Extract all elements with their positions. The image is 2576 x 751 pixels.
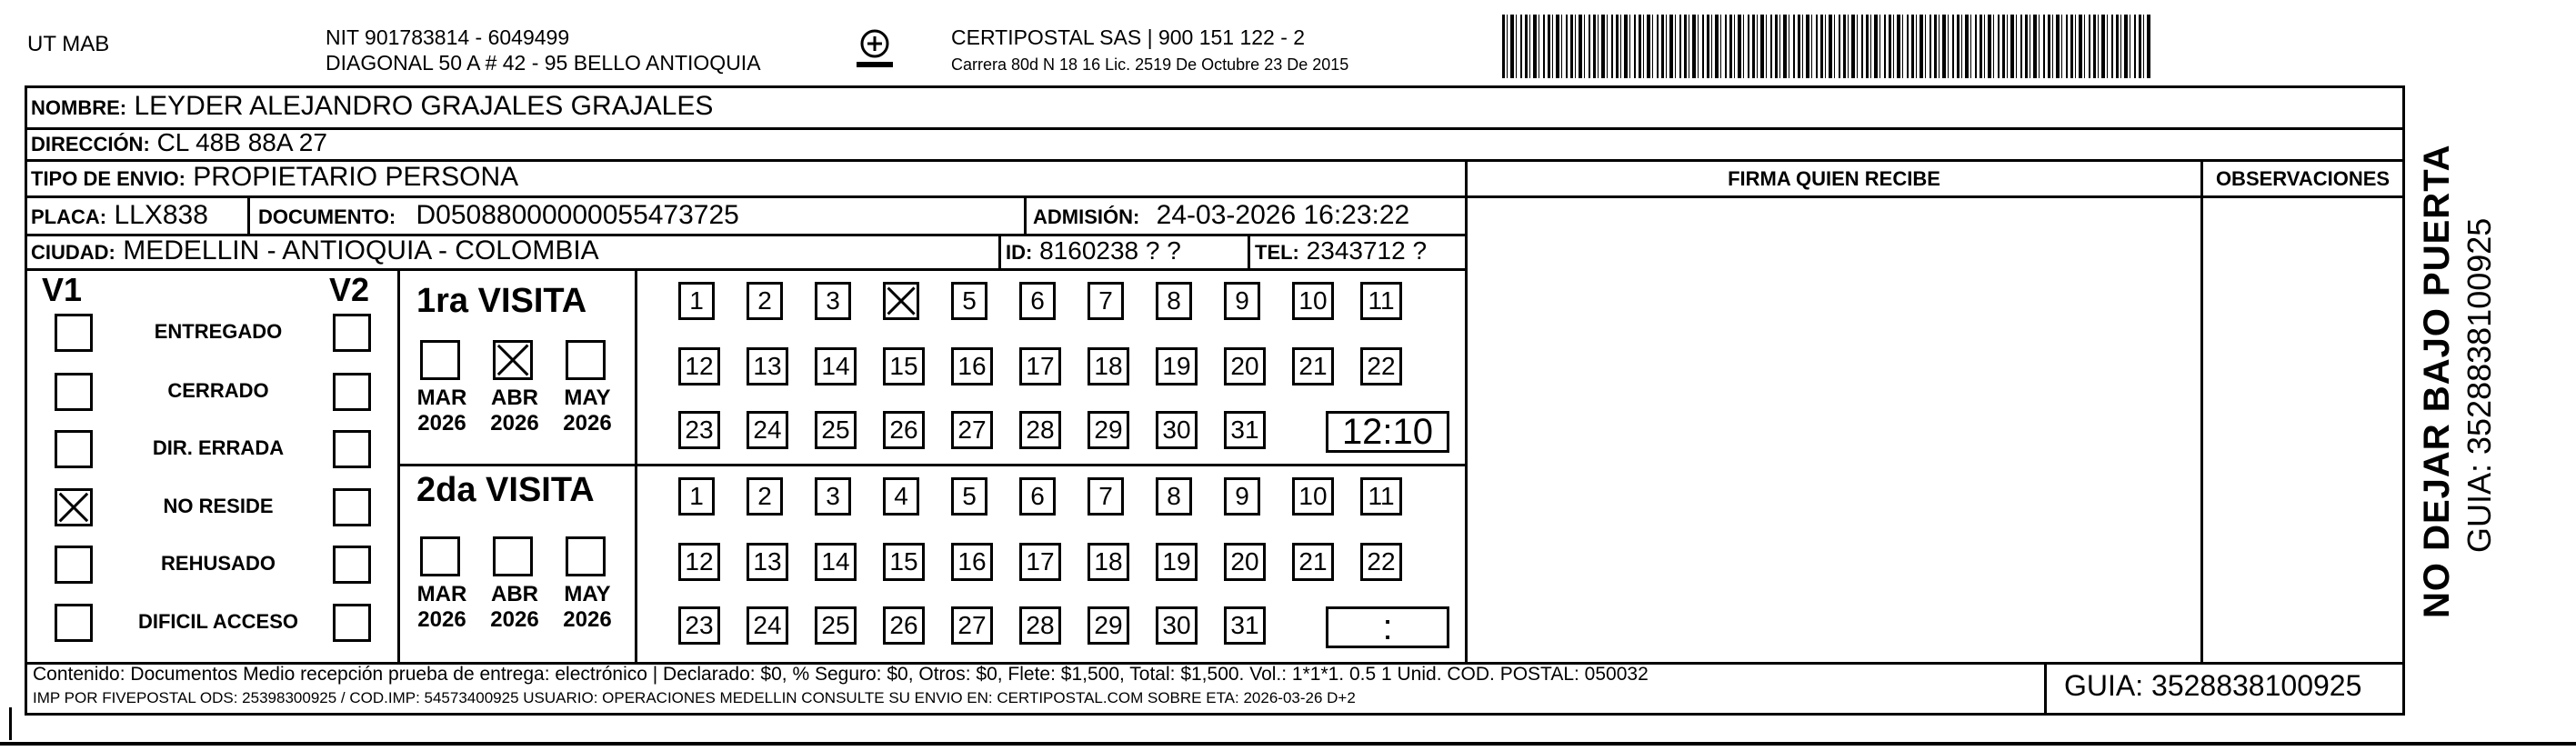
day-box[interactable] (1360, 477, 1402, 516)
v1-checkbox[interactable] (55, 314, 93, 352)
time-value: : (1382, 606, 1393, 647)
placa-value: LLX838 (114, 200, 208, 230)
day-box[interactable] (747, 606, 788, 645)
day-box[interactable] (678, 347, 720, 386)
day-box[interactable] (1360, 282, 1402, 320)
day-number: 23 (685, 416, 714, 444)
day-number: 21 (1298, 352, 1328, 380)
day-number: 2 (757, 482, 772, 510)
day-number: 9 (1235, 286, 1249, 315)
month-name: MAY (564, 582, 611, 606)
day-number: 30 (1162, 416, 1191, 444)
day-number: 5 (962, 286, 977, 315)
status-option-label: DIFICIL ACCESO (137, 610, 298, 633)
month-year: 2026 (563, 607, 612, 632)
day-number: 28 (1026, 416, 1055, 444)
barcode (1502, 15, 2152, 78)
day-box[interactable] (883, 347, 925, 386)
v1-checkbox[interactable] (55, 546, 93, 584)
tel-label: TEL: (1255, 241, 1299, 264)
v1-checkbox[interactable] (55, 373, 93, 411)
day-box[interactable] (1224, 282, 1260, 320)
day-number: 22 (1367, 547, 1396, 576)
day-number: 29 (1094, 416, 1123, 444)
day-number: 2 (757, 286, 772, 315)
v1-checkbox[interactable] (55, 430, 93, 468)
day-number: 20 (1230, 352, 1259, 380)
status-option-label: ENTREGADO (154, 320, 283, 343)
tel-value: 2343712 ? (1306, 236, 1428, 265)
month-label (560, 582, 615, 633)
ciudad-value: MEDELLIN - ANTIOQUIA - COLOMBIA (123, 235, 599, 265)
v1-checkbox[interactable] (55, 604, 93, 642)
documento-label: DOCUMENTO: (258, 205, 396, 228)
documento-value: D05088000000055473725 (416, 200, 739, 230)
day-number: 27 (957, 416, 987, 444)
day-box[interactable] (1019, 347, 1061, 386)
ciudad-label: CIUDAD: (31, 241, 115, 264)
day-box[interactable] (1292, 347, 1334, 386)
day-number: 7 (1098, 482, 1113, 510)
day-number: 6 (1030, 286, 1045, 315)
day-box[interactable] (951, 347, 993, 386)
day-box[interactable] (1156, 411, 1198, 449)
day-number: 8 (1167, 482, 1181, 510)
day-box[interactable] (815, 347, 857, 386)
day-number: 11 (1368, 482, 1395, 510)
day-box[interactable] (1019, 411, 1061, 449)
day-box[interactable] (678, 477, 715, 516)
day-box[interactable] (1224, 606, 1266, 645)
day-number: 10 (1298, 482, 1328, 510)
day-number: 12 (685, 352, 714, 380)
day-box[interactable] (678, 543, 720, 581)
day-box[interactable] (1156, 282, 1192, 320)
day-number: 25 (821, 611, 850, 639)
visit2-title: 2da VISITA (416, 471, 595, 509)
day-box[interactable] (747, 543, 788, 581)
margin-mark (9, 707, 12, 740)
month-year: 2026 (563, 411, 612, 436)
month-label (487, 386, 542, 436)
day-box[interactable] (815, 543, 857, 581)
day-box[interactable] (1224, 543, 1266, 581)
day-number: 6 (1030, 482, 1045, 510)
day-number: 3 (826, 482, 840, 510)
day-number: 16 (957, 547, 987, 576)
day-box[interactable] (1019, 543, 1061, 581)
nit: NIT 901783814 - 6049499 (326, 25, 570, 49)
footer-contenido: Contenido: Documentos Medio recepción prueba de entrega: electrónico | Declarado: $0, % Seguro: $0, Otros: $0, Flete: $1,500, Total: $1,500. Vol.: 1*1*1. 0.5 1 Unid. COD. POSTAL: 050032 (33, 664, 1649, 685)
month-name: ABR (491, 582, 538, 606)
day-box[interactable] (1019, 282, 1056, 320)
day-box[interactable] (1088, 543, 1129, 581)
direccion-row (31, 127, 327, 160)
direccion-value: CL 48B 88A 27 (156, 128, 327, 156)
day-number: 27 (957, 611, 987, 639)
day-box[interactable] (1088, 347, 1129, 386)
day-box[interactable] (678, 282, 715, 320)
day-box[interactable] (1360, 347, 1402, 386)
month-label (415, 582, 469, 633)
v1-checkbox[interactable] (55, 488, 93, 526)
day-box[interactable] (1224, 347, 1266, 386)
day-number: 12 (685, 547, 714, 576)
day-number: 9 (1235, 482, 1249, 510)
day-number: 14 (821, 352, 850, 380)
day-number: 20 (1230, 547, 1259, 576)
day-box[interactable] (815, 282, 851, 320)
nombre-row (31, 91, 713, 124)
status-option-label: NO RESIDE (163, 495, 274, 517)
month-year: 2026 (417, 607, 466, 632)
month-year: 2026 (490, 607, 539, 632)
month-year: 2026 (417, 411, 466, 436)
status-option-label: DIR. ERRADA (152, 436, 285, 459)
day-box[interactable] (1224, 411, 1266, 449)
v2-checkbox[interactable] (333, 604, 371, 642)
day-box[interactable] (1292, 282, 1334, 320)
direccion-label: DIRECCIÓN: (31, 133, 150, 155)
v2-header: V2 (329, 271, 370, 308)
month-checkbox[interactable] (420, 340, 460, 380)
day-number: 29 (1094, 611, 1123, 639)
firma-header: FIRMA QUIEN RECIBE (1728, 167, 1940, 190)
day-number: 26 (889, 611, 918, 639)
day-box[interactable] (951, 543, 993, 581)
day-number: 19 (1162, 547, 1191, 576)
day-number: 24 (753, 416, 782, 444)
tel-cell (1255, 235, 1427, 268)
footer-imp: IMP POR FIVEPOSTAL ODS: 25398300925 / COD.IMP: 54573400925 USUARIO: OPERACIONES MEDELLIN CONSULTE SU ENVIO EN: CERTIPOSTAL.COM SOBRE ETA: 2026-03-26 D+2 (33, 689, 1356, 706)
day-box[interactable] (1156, 543, 1198, 581)
carrier-license: Carrera 80d N 18 16 Lic. 2519 De Octubre 23 De 2015 (951, 55, 1349, 74)
side-guia: GUIA: 3528838100925 (2461, 217, 2498, 553)
day-box[interactable] (678, 411, 720, 449)
ciudad-row (31, 235, 599, 268)
day-box[interactable] (951, 282, 987, 320)
month-checkbox[interactable] (420, 536, 460, 576)
day-box[interactable] (951, 477, 987, 516)
day-number: 7 (1098, 286, 1113, 315)
day-number: 21 (1298, 547, 1328, 576)
tipo-value: PROPIETARIO PERSONA (193, 162, 519, 192)
day-box[interactable] (1224, 477, 1260, 516)
day-number: 30 (1162, 611, 1191, 639)
day-box[interactable] (951, 606, 993, 645)
day-box[interactable] (747, 477, 783, 516)
day-number: 4 (894, 482, 908, 510)
day-box[interactable] (1088, 282, 1124, 320)
carrier-name: CERTIPOSTAL SAS | 900 151 122 - 2 (951, 25, 1306, 49)
day-number: 8 (1167, 286, 1181, 315)
v2-checkbox[interactable] (333, 373, 371, 411)
placa-label: PLACA: (31, 205, 107, 228)
time-box[interactable] (1326, 606, 1449, 648)
day-number: 10 (1298, 286, 1328, 315)
day-number: 31 (1230, 416, 1259, 444)
day-number: 1 (689, 482, 704, 510)
day-box[interactable] (678, 606, 720, 645)
day-box[interactable] (1292, 477, 1334, 516)
day-number: 15 (889, 352, 918, 380)
day-box[interactable] (951, 411, 993, 449)
id-cell (1006, 235, 1181, 268)
day-number: 13 (753, 352, 782, 380)
month-name: ABR (491, 386, 538, 410)
day-number: 22 (1367, 352, 1396, 380)
day-box[interactable] (747, 411, 788, 449)
month-checkbox[interactable] (493, 340, 533, 380)
nombre-value: LEYDER ALEJANDRO GRAJALES GRAJALES (134, 91, 714, 121)
day-number: 18 (1094, 352, 1123, 380)
day-number: 24 (753, 611, 782, 639)
day-box[interactable] (815, 411, 857, 449)
side-warning: NO DEJAR BAJO PUERTA (2417, 144, 2457, 618)
month-checkbox[interactable] (493, 536, 533, 576)
status-option-label: CERRADO (167, 379, 269, 402)
day-box[interactable] (1156, 606, 1198, 645)
day-box[interactable] (1292, 543, 1334, 581)
admision-label: ADMISIÓN: (1033, 205, 1140, 228)
day-box[interactable] (747, 282, 783, 320)
time-value: 12:10 (1341, 411, 1434, 452)
day-number: 25 (821, 416, 850, 444)
day-box[interactable] (883, 543, 925, 581)
day-number: 3 (826, 286, 840, 315)
day-box[interactable] (1019, 606, 1061, 645)
tipo-label: TIPO DE ENVIO: (31, 167, 185, 190)
id-value: 8160238 ? ? (1039, 236, 1181, 265)
month-checkbox[interactable] (566, 340, 606, 380)
nombre-label: NOMBRE: (31, 96, 127, 119)
month-label (487, 582, 542, 633)
id-label: ID: (1006, 241, 1033, 264)
day-box[interactable] (883, 606, 925, 645)
visit1-title: 1ra VISITA (416, 282, 587, 320)
admision-value: 24-03-2026 16:23:22 (1156, 200, 1410, 230)
day-number: 1 (689, 286, 704, 315)
day-box[interactable] (883, 282, 919, 320)
day-box[interactable] (1360, 543, 1402, 581)
day-number: 18 (1094, 547, 1123, 576)
documento-cell (258, 200, 739, 233)
month-label (560, 386, 615, 436)
day-box[interactable] (1156, 347, 1198, 386)
day-number: 14 (821, 547, 850, 576)
placa-cell (31, 200, 208, 233)
day-box[interactable] (883, 411, 925, 449)
day-box[interactable] (815, 606, 857, 645)
month-year: 2026 (490, 411, 539, 436)
day-number: 28 (1026, 611, 1055, 639)
time-box[interactable] (1326, 411, 1449, 453)
day-box[interactable] (1088, 606, 1129, 645)
day-box[interactable] (1088, 477, 1124, 516)
ut-code: UT MAB (27, 32, 110, 56)
day-number: 11 (1368, 286, 1395, 315)
v2-checkbox[interactable] (333, 430, 371, 468)
admision-cell (1033, 200, 1409, 233)
day-number: 17 (1026, 352, 1055, 380)
month-label (415, 386, 469, 436)
v1-header: V1 (42, 271, 83, 308)
observaciones-header: OBSERVACIONES (2215, 167, 2391, 190)
month-name: MAR (416, 386, 467, 410)
day-box[interactable] (815, 477, 851, 516)
day-number: 17 (1026, 547, 1055, 576)
day-box[interactable] (1088, 411, 1129, 449)
status-option-label: REHUSADO (161, 552, 276, 575)
day-box[interactable] (1019, 477, 1056, 516)
day-number: 15 (889, 547, 918, 576)
v2-checkbox[interactable] (333, 546, 371, 584)
day-number: 23 (685, 611, 714, 639)
day-number: 13 (753, 547, 782, 576)
day-number: 26 (889, 416, 918, 444)
day-number: 31 (1230, 611, 1259, 639)
day-number: 19 (1162, 352, 1191, 380)
day-number: 16 (957, 352, 987, 380)
day-box[interactable] (1156, 477, 1192, 516)
day-box[interactable] (747, 347, 788, 386)
signature-area[interactable] (1468, 198, 2200, 662)
footer-guia: GUIA: 3528838100925 (2064, 669, 2362, 702)
month-name: MAR (416, 582, 467, 606)
certipostal-logo (853, 27, 897, 71)
v2-checkbox[interactable] (333, 314, 371, 352)
month-checkbox[interactable] (566, 536, 606, 576)
day-number: 5 (962, 482, 977, 510)
month-name: MAY (564, 386, 611, 410)
observations-area[interactable] (2203, 198, 2402, 662)
v2-checkbox[interactable] (333, 488, 371, 526)
tipo-row (31, 162, 518, 195)
day-box[interactable] (883, 477, 919, 516)
sender-address: DIAGONAL 50 A # 42 - 95 BELLO ANTIOQUIA (326, 51, 761, 75)
